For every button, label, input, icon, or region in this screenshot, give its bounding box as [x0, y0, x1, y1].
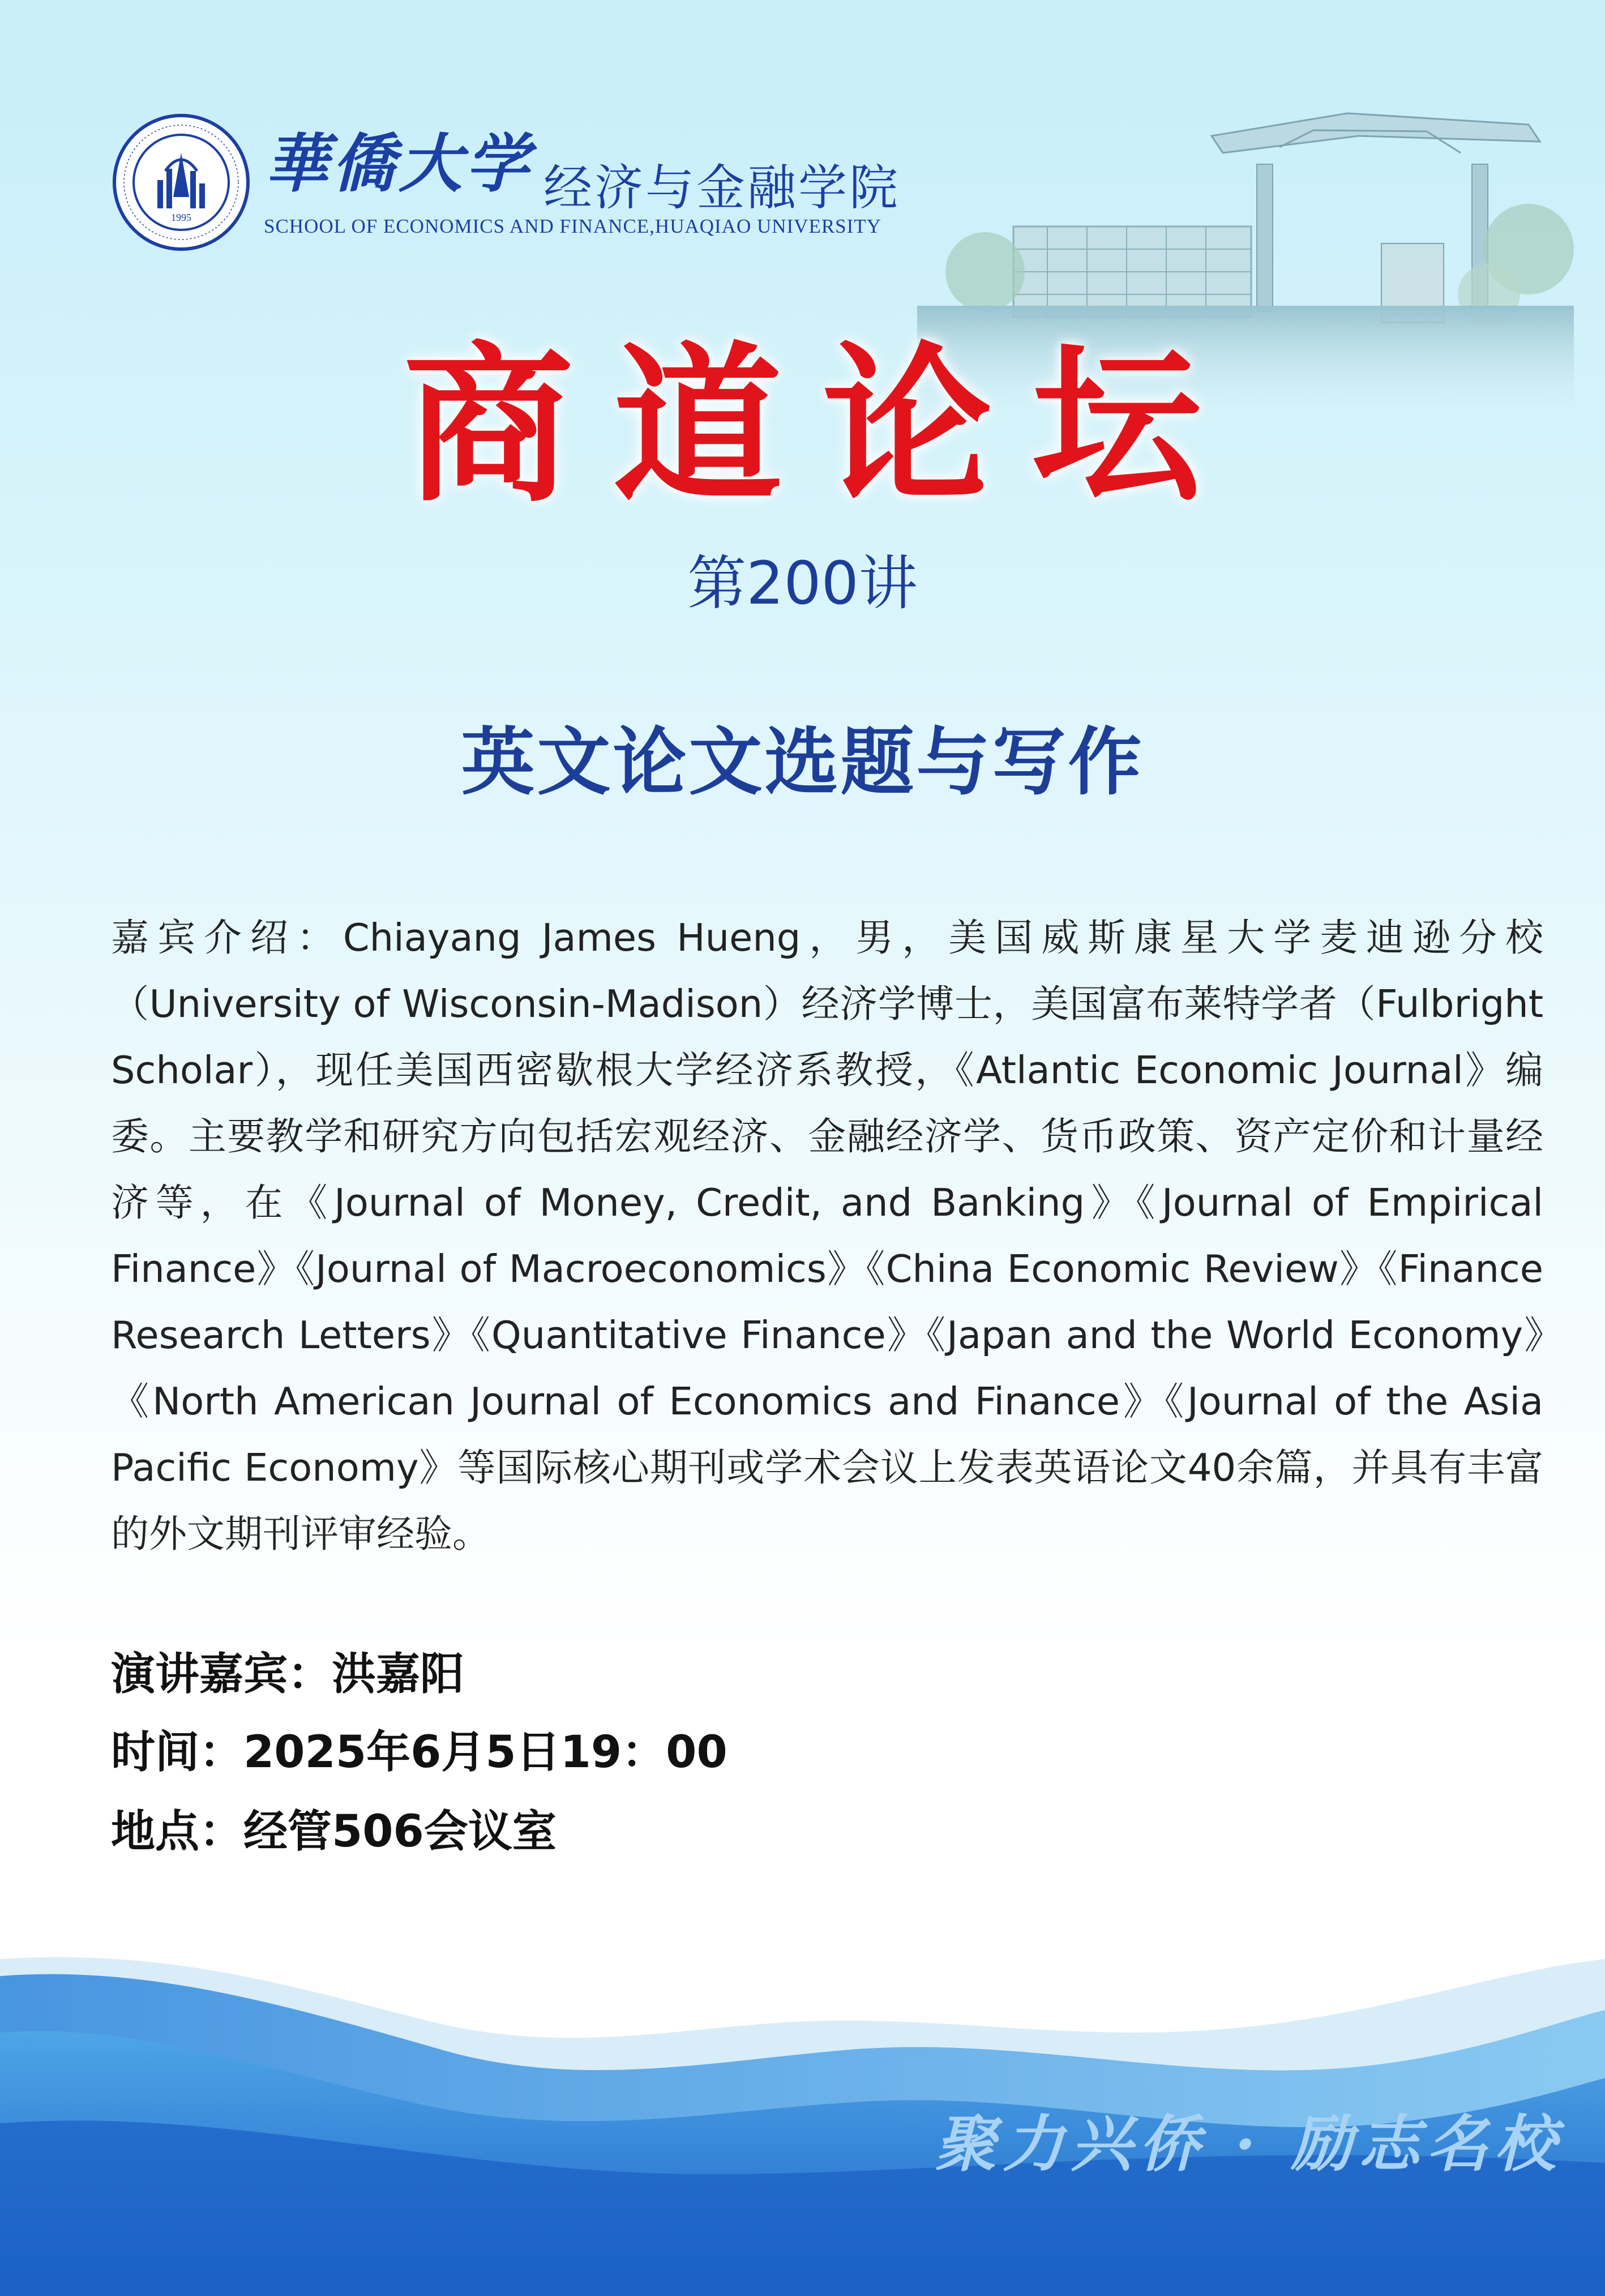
speaker-introduction: 嘉宾介绍：Chiayang James Hueng，男，美国威斯康星大学麦迪逊分校（University of Wisconsin-Madison）经济学博士，美国富布莱特学者（Fulbright Scholar），现任美国西密歇根大学经济系教授，《Atlantic Economic Journal》编委。主要教学和研究方向包括宏观经济、金融经济学、货币政策、资产定价和计量经济等，在《Journal of Money, Credit, and Banking》《Journal of Empirical Finance》《Journal of Macroeconomics》《China Economic Review》《Finance Research Letters》《Quantitative Finance》《Japan and the World Economy》《North American Journal of Economics and Finance》《Journal of the Asia Pacific Economy》等国际核心期刊或学术会议上发表英语论文40余篇，并具有丰富的外文期刊评审经验。 [111, 916, 1543, 1556]
school-name-cn: 经济与金融学院 [543, 160, 900, 216]
school-slogan: 聚力兴侨 · 励志名校 [935, 2109, 1563, 2180]
speaker-line: 演讲嘉宾：洪嘉阳 [111, 1649, 465, 1700]
school-name-en: SCHOOL OF ECONOMICS AND FINANCE,HUAQIAO UNIVERSITY [264, 215, 881, 237]
talk-title: 英文论文选题与写作 [461, 719, 1144, 805]
lecture-number: 第200讲 [687, 549, 918, 618]
seal-year: 1995 [171, 212, 191, 223]
time-line: 时间：2025年6月5日19：00 [111, 1727, 727, 1778]
location-line: 地点：经管506会议室 [111, 1806, 557, 1857]
forum-title: 商道论坛 [403, 327, 1242, 525]
university-seal-logo [111, 112, 251, 253]
university-name-cn: 華僑大学 [265, 127, 532, 201]
